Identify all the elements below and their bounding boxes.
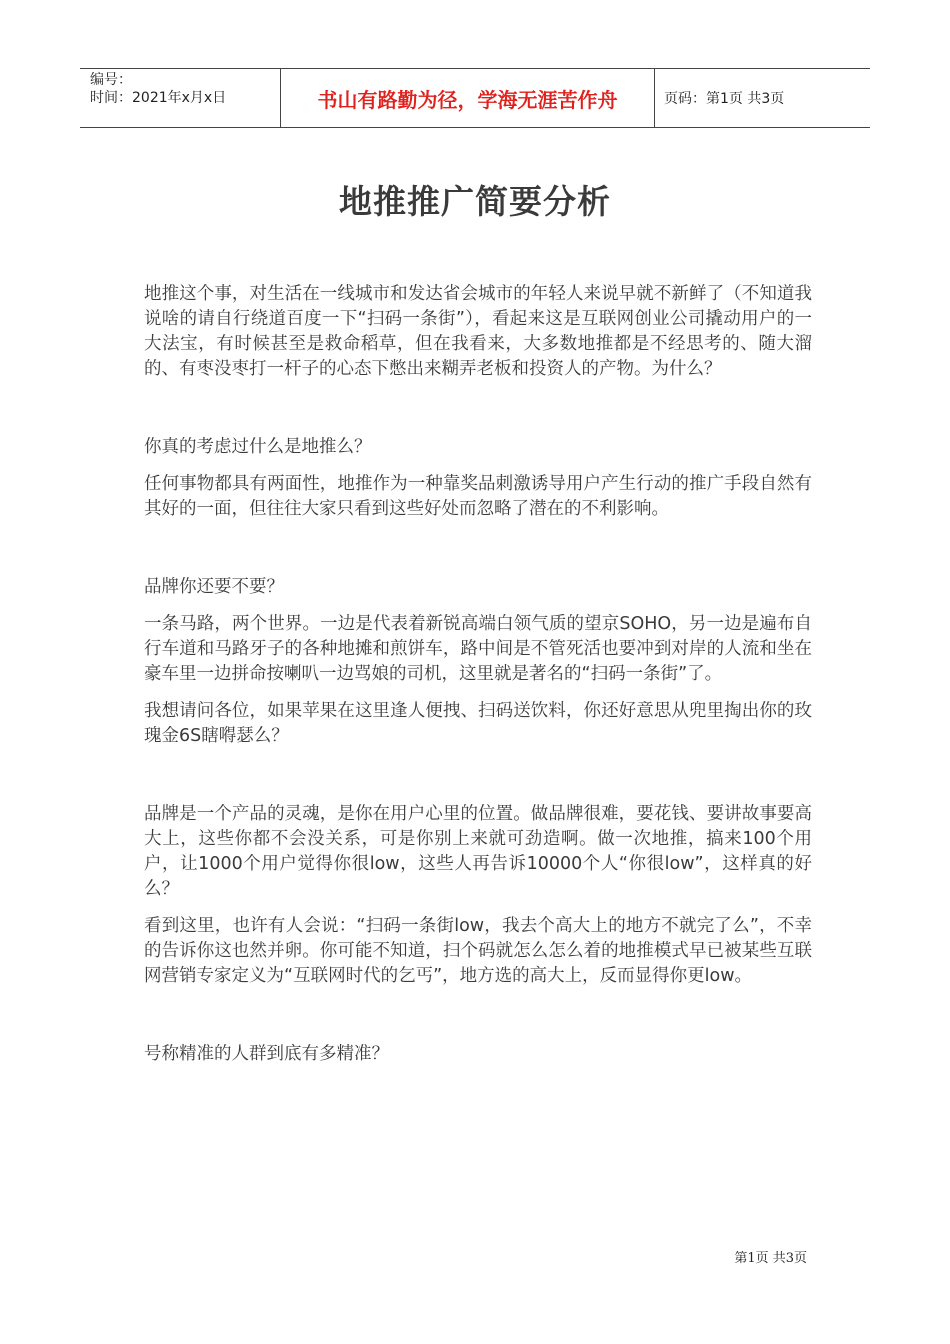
section-heading-brand: 品牌你还要不要？: [144, 577, 284, 597]
header-meta: [80, 69, 281, 127]
header-page-info: 页码：第1页 共3页: [664, 91, 785, 107]
section-heading-precise-audience: 号称精准的人群到底有多精准？: [144, 1044, 389, 1064]
page-footer: 第1页 共3页: [734, 1251, 807, 1266]
document-body: [144, 282, 812, 1067]
paragraph-brand-soul: 品牌是一个产品的灵魂，是你在用户心里的位置。做品牌很难，要花钱、要讲故事要高大上，这些你都不会没关系，可是你别上来就可劲造啊。做一次地推，搞来100个用户，让1000个用户觉得你很low，这些人再告诉10000个人“你很low”，这样真的好么？: [144, 804, 812, 899]
section-heading-what-is-ground-promotion: 你真的考虑过什么是地推么？: [144, 437, 372, 457]
header-motto: 书山有路勤为径，学海无涯苦作舟: [281, 69, 655, 127]
paragraph-intro: 地推这个事，对生活在一线城市和发达省会城市的年轻人来说早就不新鲜了（不知道我说啥的请自行绕道百度一下“扫码一条街”），看起来这是互联网创业公司撬动用户的一大法宝，有时候甚至是救命稻草，但在我看来，大多数地推都是不经思考的、随大溜的、有枣没枣打一杆子的心态下憋出来糊弄老板和投资人的产物。为什么？: [144, 284, 812, 379]
number-label: 编号：: [90, 72, 132, 88]
time-label: 时间：2021年x月x日: [90, 90, 227, 106]
document-title: 地推推广简要分析: [339, 182, 611, 221]
paragraph-two-sides: 任何事物都具有两面性，地推作为一种靠奖品刺激诱导用户产生行动的推广手段自然有其好的一面，但往往大家只看到这些好处而忽略了潜在的不利影响。: [144, 474, 812, 519]
paragraph-beggar: 看到这里，也许有人会说：“扫码一条街low，我去个高大上的地方不就完了么”，不幸的告诉你这也然并卵。你可能不知道，扫个码就怎么怎么着的地推模式早已被某些互联网营销专家定义为“互联网时代的乞丐”，地方选的高大上，反而显得你更low。: [144, 916, 812, 986]
page-header: [80, 68, 870, 128]
paragraph-one-road: 一条马路，两个世界。一边是代表着新锐高端白领气质的望京SOHO，另一边是遍布自行车道和马路牙子的各种地摊和煎饼车，路中间是不管死活也要冲到对岸的人流和坐在豪车里一边拼命按喇叭一边骂娘的司机，这里就是著名的“扫码一条街”了。: [144, 614, 812, 684]
paragraph-apple-question: 我想请问各位，如果苹果在这里逢人便拽、扫码送饮料，你还好意思从兜里掏出你的玫瑰金6S瞎嘚瑟么？: [144, 701, 812, 746]
